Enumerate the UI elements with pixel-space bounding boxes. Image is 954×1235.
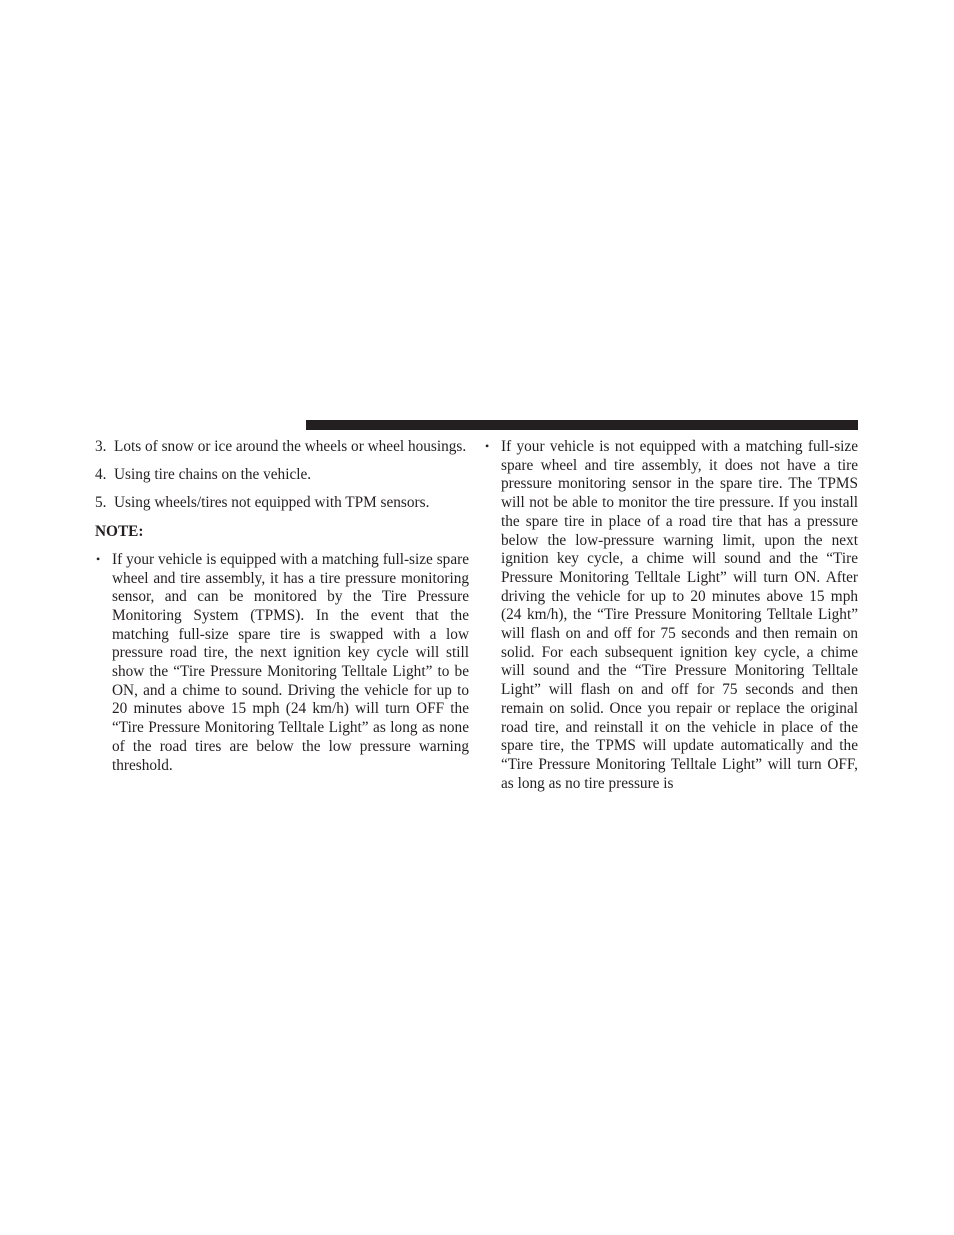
list-item <box>95 438 469 457</box>
bullet-icon: • <box>485 439 490 453</box>
note-heading: NOTE: <box>95 522 144 540</box>
bullet-text: If your vehicle is equipped with a matching full-size spare wheel and tire assembly, it has a tire pressure monitoring sensor, and can be monitored by the Tire Pressure Monitoring System (TPMS). In the event that the matching full-size spare tire is swapped with a low pressure road tire, the next ignition key cycle will still show the “Tire Pressure Monitoring Telltale Light” to be ON, and a chime to sound. Driving the vehicle for up to 20 minutes above 15 mph (24 km/h) will turn OFF the “Tire Pressure Monitoring Telltale Light” as long as none of the road tires are below the low pressure warning threshold. <box>112 550 469 774</box>
list-number: 4. <box>95 466 107 484</box>
bullet-text: If your vehicle is not equipped with a matching full-size spare wheel and tire assembly, it does not have a tire pressure monitoring sensor in the spare tire. The TPMS will not be able to monitor the tire pressure. If you install the spare tire in place of a road tire that has a pressure below the low-pressure warning limit, upon the next ignition key cycle, a chime will sound and the “Tire Pressure Monitoring Telltale Light” will turn ON. After driving the vehicle for up to 20 minutes above 15 mph (24 km/h), the “Tire Pressure Monitoring Telltale Light” will flash on and off for 75 seconds and then remain on solid. For each subsequent ignition key cycle, a chime will sound and the “Tire Pressure Monitoring Telltale Light” will flash on and off for 75 seconds and then remain on solid. Once you repair or replace the original road tire, and reinstall it on the vehicle in place of the spare tire, the TPMS will update automatically and the “Tire Pressure Monitoring Telltale Light” will turn OFF, as long as no tire pressure is <box>501 438 858 792</box>
section-header-bar <box>306 420 858 430</box>
list-item <box>95 494 469 513</box>
list-text: Lots of snow or ice around the wheels or wheel housings. <box>114 438 467 455</box>
note-bullet <box>95 551 469 775</box>
bullet-icon: • <box>96 551 101 566</box>
list-item <box>95 466 469 485</box>
list-text: Using wheels/tires not equipped with TPM sensors. <box>114 494 430 512</box>
note-bullet <box>484 438 858 793</box>
list-number: 5. <box>95 494 107 512</box>
list-text: Using tire chains on the vehicle. <box>114 466 312 484</box>
left-column <box>95 438 469 775</box>
list-number: 3. <box>95 438 107 455</box>
right-column <box>484 438 858 793</box>
